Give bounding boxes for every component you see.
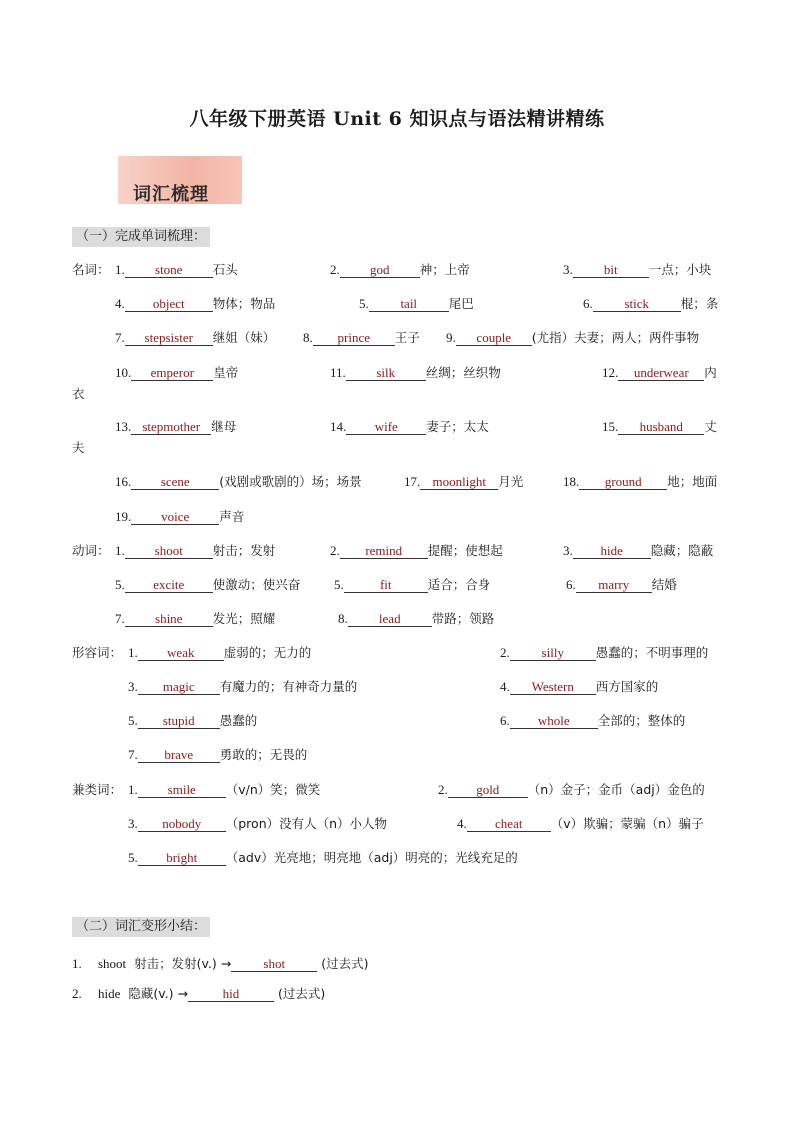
answer-blank[interactable]: smile [138,782,226,798]
page-title: 八年级下册英语 Unit 6 知识点与语法精讲精练 [189,108,605,130]
noun-item: 11. silk 丝绸；丝织物 [330,365,501,380]
multi-item: 2. gold （n）金子；金币（adj）金色的 [438,782,705,797]
multi-item: 3. nobody （pron）没有人（n）小人物 [128,816,388,831]
noun-item: 12. underwear 内 [602,365,717,380]
verb-item: 8. lead 带路；领路 [338,611,495,626]
adj-label: 形容词： [72,645,123,660]
adj-item: 4. Western 西方国家的 [500,679,659,694]
answer-blank[interactable]: prince [313,330,395,346]
answer-blank[interactable]: emperor [131,365,213,381]
noun-item: 18. ground 地；地面 [563,474,718,489]
inflection-item: 2. hide 隐藏(v.) → hid (过去式) [72,986,326,1001]
answer-blank[interactable]: whole [510,713,598,729]
adj-item: 6. whole 全部的；整体的 [500,713,686,728]
answer-blank[interactable]: shoot [125,543,213,559]
answer-blank[interactable]: stupid [138,713,220,729]
verb-item: 2. remind 提醒；使想起 [330,543,503,558]
noun-item: 15. husband 丈 [602,419,717,434]
verb-item: 5. fit 适合；合身 [334,577,491,592]
answer-blank[interactable]: remind [340,543,428,559]
verb-item: 6. marry 结婚 [566,577,677,592]
wrap-text: 夫 [72,440,85,455]
answer-blank[interactable]: voice [131,509,219,525]
answer-blank[interactable]: Western [510,679,596,695]
multi-label: 兼类词： [72,782,123,797]
wrap-text: 衣 [72,386,85,401]
verb-item: 3. hide 隐藏；隐蔽 [563,543,714,558]
verb-item: 1. shoot 射击；发射 [115,543,276,558]
noun-item: 2. god 神；上帝 [330,262,470,277]
answer-blank[interactable]: stepsister [125,330,213,346]
section-header-1: （一）完成单词梳理： [72,227,210,247]
answer-blank[interactable]: ground [579,474,667,490]
answer-blank[interactable]: brave [138,747,220,763]
adj-item: 3. magic 有魔力的；有神奇力量的 [128,679,358,694]
noun-item: 17. moonlight 月光 [404,474,524,489]
answer-blank[interactable]: god [340,262,420,278]
verb-item: 7. shine 发光；照耀 [115,611,276,626]
adj-item: 2. silly 愚蠢的；不明事理的 [500,645,709,660]
adj-item: 1. weak 虚弱的；无力的 [128,645,312,660]
answer-blank[interactable]: nobody [138,816,226,832]
noun-item: 8. prince 王子 [303,330,420,345]
verb-item: 5. excite 使激动；使兴奋 [115,577,301,592]
noun-item: 3. bit 一点；小块 [563,262,712,277]
answer-blank[interactable]: marry [576,577,652,593]
answer-blank[interactable]: lead [348,611,432,627]
inflection-item: 1. shoot 射击；发射(v.) → shot (过去式) [72,956,369,971]
noun-item: 13. stepmother 继母 [115,419,237,434]
answer-blank[interactable]: underwear [618,365,704,381]
nouns-label: 名词： [72,262,110,277]
multi-item: 4. cheat （v）欺骗；蒙骗（n）骗子 [457,816,704,831]
answer-blank[interactable]: gold [448,782,528,798]
noun-item: 5. tail 尾巴 [359,296,474,311]
section-banner [118,156,242,204]
adj-item: 5. stupid 愚蠢的 [128,713,258,728]
noun-item: 16. scene (戏剧或歌剧的）场；场景 [115,474,362,489]
noun-item: 19. voice 声音 [115,509,245,524]
answer-blank[interactable]: tail [369,296,449,312]
answer-blank[interactable]: fit [344,577,428,593]
answer-blank[interactable]: cheat [467,816,551,832]
answer-blank[interactable]: scene [131,474,219,490]
answer-blank[interactable]: moonlight [420,474,498,490]
noun-item: 9. couple (尤指）夫妻；两人；两件事物 [446,330,700,345]
multi-item: 5. bright （adv）光亮地；明亮地（adj）明亮的；光线充足的 [128,850,518,865]
answer-blank[interactable]: shine [125,611,213,627]
noun-item: 4. object 物体；物品 [115,296,276,311]
answer-blank[interactable]: hid [188,986,274,1002]
answer-blank[interactable]: weak [138,645,224,661]
answer-blank[interactable]: stone [125,262,213,278]
banner-label: 词汇梳理 [133,184,209,205]
answer-blank[interactable]: shot [231,956,317,972]
noun-item: 7. stepsister 继姐（妹） [115,330,276,345]
multi-item: 1. smile （v/n）笑；微笑 [128,782,321,797]
noun-item: 14. wife 妻子；太太 [330,419,489,434]
answer-blank[interactable]: bright [138,850,226,866]
answer-blank[interactable]: excite [125,577,213,593]
answer-blank[interactable]: hide [573,543,651,559]
noun-item: 10. emperor 皇帝 [115,365,239,380]
verbs-label: 动词： [72,543,110,558]
answer-blank[interactable]: silly [510,645,596,661]
answer-blank[interactable]: object [125,296,213,312]
answer-blank[interactable]: magic [138,679,220,695]
noun-item: 6. stick 棍；条 [583,296,719,311]
answer-blank[interactable]: stepmother [131,419,211,435]
answer-blank[interactable]: bit [573,262,649,278]
section-header-2: （二）词汇变形小结： [72,917,210,937]
answer-blank[interactable]: wife [346,419,426,435]
answer-blank[interactable]: silk [346,365,426,381]
answer-blank[interactable]: husband [618,419,704,435]
noun-item: 1. stone 石头 [115,262,238,277]
answer-blank[interactable]: stick [593,296,681,312]
answer-blank[interactable]: couple [456,330,532,346]
adj-item: 7. brave 勇敢的；无畏的 [128,747,308,762]
